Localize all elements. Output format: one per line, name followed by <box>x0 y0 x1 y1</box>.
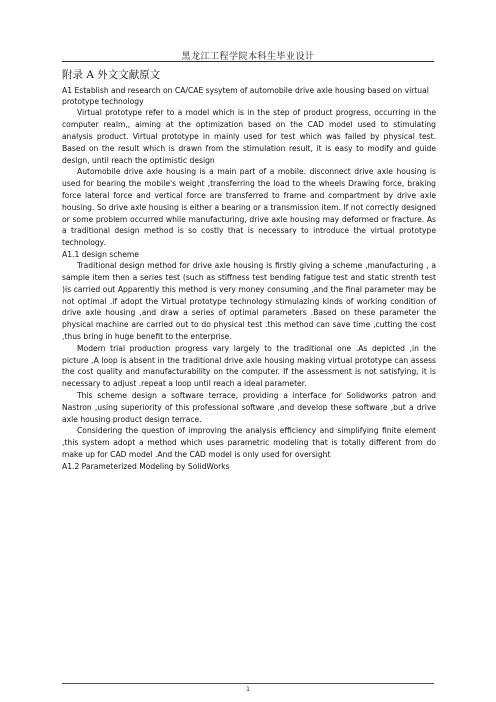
paragraph: Automobile drive axle housing is a main part of a mobile. disconnect drive axle housing is used for bearing the mobile's weight ,transferring the load to the wheels Drawing force, braking force lateral force and vertical force are transferred to frame and compartment by drive axle housing. So drive axle housing is either a bearing or a transmission item. If not correctly designed or some problem occurred while manufacturing, drive axle housing may deformed or fracture. As a traditional design method is so costly that is necessary to introduce the virtual prototype technology. <box>62 167 436 248</box>
appendix-title: 附录 A 外文文献原文 <box>62 69 161 81</box>
paragraph: Considering the question of improving the analysis efficiency and simplifying finite element ,this system adopt a method which uses parametric modeling that is totally different from do make up for CAD model .And the CAD model is only used for oversight <box>62 426 436 459</box>
paragraph: Virtual prototype refer to a model which is in the step of product progress, occurring in the computer realm,, aiming at the optimization based on the CAD model used to stimulating analysis product. Virtual prototype in mainly used for test which was failed by physical test. Based on the result which is drawn from the stimulation result, it is easy to modify and guide design, until reach the optimistic design <box>62 108 436 165</box>
paragraph: Modern trial production progress vary largely to the traditional one .As depicted ,in the picture ,A loop is absent in the traditional drive axle housing making virtual prototype can assess the cost quality and manufacturability on the computer. If the assessment is not satisfying, it is necessary to adjust .repeat a loop until reach a ideal parameter. <box>62 343 436 389</box>
section-a1-1-title: A1.1 design scheme <box>62 249 139 259</box>
paragraph: Traditional design method for drive axle housing is firstly giving a scheme ,manufacturing , a sample item then a series test (such as stiffness test bending fatigue test and static strenth test )is carried out Apparently this method is very money consuming ,and the final parameter may be not optimal .if adopt the Virtual prototype technology stimulazing kinds of working condition of drive axle housing ,and draw a series of optimal parameters .Based on these parameter the physical machine are carried out to do physical test .this method can save time ,cutting the cost ,thus bring in huge benefit to the enterprise. <box>62 261 436 341</box>
page-number: 1 <box>246 686 250 693</box>
document-body <box>62 68 436 472</box>
footer-divider <box>62 683 434 684</box>
page-header: 黑龙江工程学院本科生毕业设计 <box>181 52 315 62</box>
section-a1-title: A1 Establish and research on CA/CAE sysytem of automobile drive axle housing based on virtual prototype technology <box>62 86 429 107</box>
paragraph: This scheme design a software terrace, providing a interface for Solidworks patron and Nastron ,using superiority of this professional software ,and develop these software ,but a drive axle housing product design terrace. <box>62 390 436 424</box>
header-divider <box>62 61 434 62</box>
section-a1-2-title: A1.2 Parameterized Modeling by SolidWorks <box>62 461 230 471</box>
